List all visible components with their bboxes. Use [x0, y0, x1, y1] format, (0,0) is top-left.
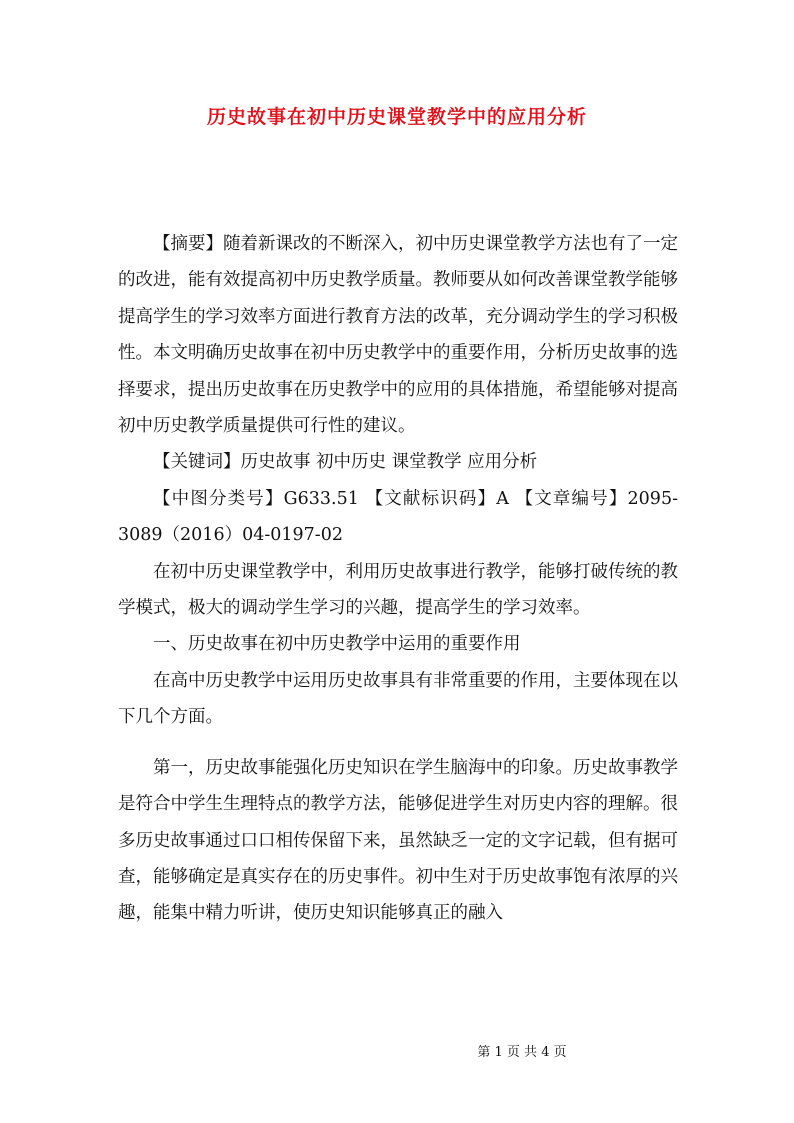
document-title: 历史故事在初中历史课堂教学中的应用分析: [206, 106, 587, 128]
classification-paragraph: 【中图分类号】G633.51 【文献标识码】A 【文章编号】2095-3089（2016）04-0197-02: [118, 488, 678, 546]
page-footer: 第 1 页 共 4 页: [477, 1045, 567, 1060]
abstract-paragraph: 【摘要】随着新课改的不断深入，初中历史课堂教学方法也有了一定的改进，能有效提高初中历史教学质量。教师要从如何改善课堂教学能够提高学生的学习效率方面进行教育方法的改革，充分调动学生的学习积极性。本文明确历史故事在初中历史教学中的重要作用，分析历史故事的选择要求，提出历史故事在历史教学中的应用的具体措施，希望能够对提高初中历史教学质量提供可行性的建议。: [118, 234, 678, 437]
first-point-paragraph: 第一，历史故事能强化历史知识在学生脑海中的印象。历史故事教学是符合中学生生理特点的教学方法，能够促进学生对历史内容的理解。很多历史故事通过口口相传保留下来，虽然缺乏一定的文字记载，但有据可查，能够确定是真实存在的历史事件。初中生对于历史故事饱有浓厚的兴趣，能集中精力听讲，使历史知识能够真正的融入: [118, 757, 678, 924]
section-intro-paragraph: 在高中历史教学中运用历史故事具有非常重要的作用，主要体现在以下几个方面。: [118, 670, 678, 728]
intro-paragraph: 在初中历史课堂教学中，利用历史故事进行教学，能够打破传统的教学模式，极大的调动学生学习的兴趣，提高学生的学习效率。: [118, 561, 678, 619]
document-body: [118, 226, 678, 932]
section-heading: 一、历史故事在初中历史教学中运用的重要作用: [153, 634, 521, 655]
keywords-paragraph: 【关键词】历史故事 初中历史 课堂教学 应用分析: [153, 452, 538, 473]
